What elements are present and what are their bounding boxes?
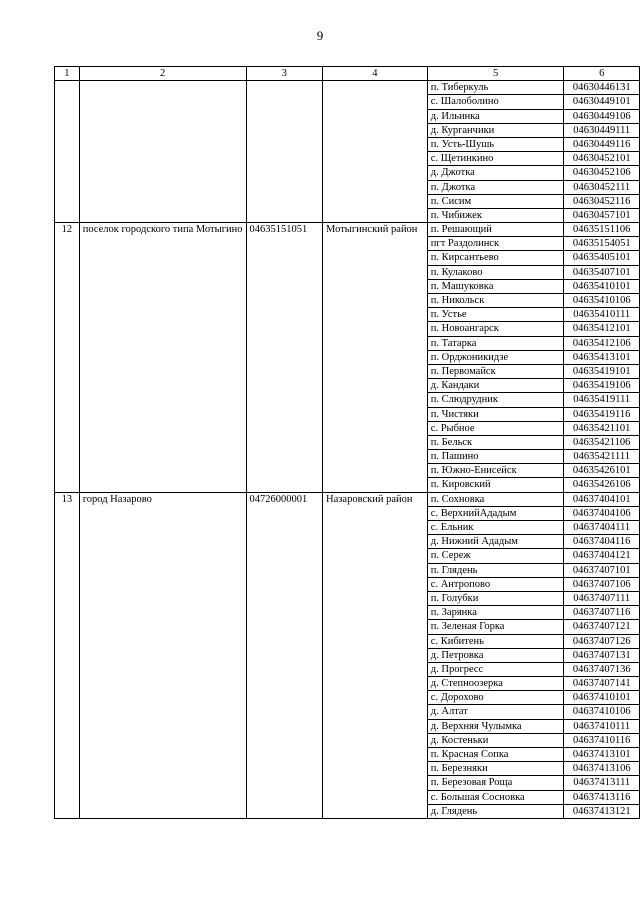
settlement-name: п. Сохновка [427,492,564,506]
table-row [55,492,640,506]
settlement-name: д. Глядень [427,804,564,818]
settlement-name: п. Кулаково [427,265,564,279]
settlement-code: 04637410111 [564,719,640,733]
settlement-code: 04630452101 [564,152,640,166]
settlement-name: с. Антропово [427,577,564,591]
settlement-code: 04637407136 [564,662,640,676]
settlement-name: с. Шалоболино [427,95,564,109]
settlement-name: пгт Раздолинск [427,237,564,251]
settlement-name: п. Бельск [427,435,564,449]
settlement-code: 04637410116 [564,733,640,747]
settlement-name: д. Кандаки [427,379,564,393]
municipality-code [246,81,323,223]
settlement-name: д. Курганчики [427,123,564,137]
group-number: 13 [55,492,80,818]
column-header-3: 3 [246,67,323,81]
column-header-2: 2 [79,67,246,81]
settlement-code: 04635412106 [564,336,640,350]
settlement-code: 04635154051 [564,237,640,251]
settlement-code: 04635419106 [564,379,640,393]
settlement-code: 04630457101 [564,208,640,222]
settlement-code: 04637404111 [564,521,640,535]
settlement-code: 04630452111 [564,180,640,194]
settlement-code: 04630446131 [564,81,640,95]
settlement-code: 04637404101 [564,492,640,506]
settlement-code: 04635421111 [564,450,640,464]
settlement-name: п. Голубки [427,591,564,605]
column-header-4: 4 [323,67,428,81]
settlement-name: п. Сереж [427,549,564,563]
page-number: 9 [316,28,324,43]
column-header-1: 1 [55,67,80,81]
settlement-code: 04637407141 [564,677,640,691]
settlement-code: 04635421101 [564,421,640,435]
settlement-name: д. Джотка [427,166,564,180]
settlement-name: д. Алтат [427,705,564,719]
table-row [55,223,640,237]
municipality-code: 04726000001 [246,492,323,818]
settlement-code: 04637407106 [564,577,640,591]
settlement-name: п. Джотка [427,180,564,194]
settlement-code: 04635410101 [564,279,640,293]
settlement-code: 04630449101 [564,95,640,109]
settlement-name: п. Красная Сопка [427,748,564,762]
settlement-name: п. Татарка [427,336,564,350]
settlement-code: 04637413111 [564,776,640,790]
settlement-code: 04635407101 [564,265,640,279]
municipality-code: 04635151051 [246,223,323,493]
settlement-name: п. Чистяки [427,407,564,421]
municipality-name [79,81,246,223]
settlement-name: п. Решающий [427,223,564,237]
settlement-code: 04635419116 [564,407,640,421]
district-name [323,81,428,223]
settlement-code: 04635151106 [564,223,640,237]
settlement-name: с. Большая Сосновка [427,790,564,804]
settlement-code: 04637413121 [564,804,640,818]
settlement-code: 04637413101 [564,748,640,762]
settlement-code: 04635419101 [564,364,640,378]
settlement-name: д. Костеньки [427,733,564,747]
settlement-name: п. Глядень [427,563,564,577]
settlement-name: п. Зеленая Горка [427,620,564,634]
settlement-code: 04637404116 [564,535,640,549]
settlement-code: 04635419111 [564,393,640,407]
settlement-name: с. Щетинкино [427,152,564,166]
settlement-name: п. Березовая Роща [427,776,564,790]
settlement-name: с. ВерхнийАдадым [427,506,564,520]
settlement-name: с. Дорохово [427,691,564,705]
settlement-code: 04635410111 [564,308,640,322]
settlements-table [54,66,640,819]
column-header-6: 6 [564,67,640,81]
settlement-name: д. Степноозерка [427,677,564,691]
settlement-code: 04630449116 [564,137,640,151]
settlement-name: п. Слюдрудник [427,393,564,407]
settlement-name: п. Усть-Шушь [427,137,564,151]
settlement-code: 04635413101 [564,350,640,364]
settlement-code: 04630452106 [564,166,640,180]
settlement-name: п. Новоангарск [427,322,564,336]
settlement-code: 04630449111 [564,123,640,137]
settlement-name: п. Сисим [427,194,564,208]
settlement-code: 04637407126 [564,634,640,648]
district-name: Мотыгинский район [323,223,428,493]
settlement-name: п. Пашино [427,450,564,464]
table-row [55,81,640,95]
settlement-code: 04637407101 [564,563,640,577]
settlement-name: п. Первомайск [427,364,564,378]
settlement-code: 04637407121 [564,620,640,634]
header-row [55,67,640,81]
settlement-code: 04637410106 [564,705,640,719]
settlement-name: п. Устье [427,308,564,322]
settlement-name: п. Никольск [427,294,564,308]
settlement-code: 04635412101 [564,322,640,336]
settlement-name: п. Березняки [427,762,564,776]
settlement-code: 04630449106 [564,109,640,123]
settlement-name: п. Тиберкуль [427,81,564,95]
settlement-name: д. Верхняя Чулымка [427,719,564,733]
settlement-name: с. Рыбное [427,421,564,435]
settlement-code: 04637407111 [564,591,640,605]
district-name: Назаровский район [323,492,428,818]
municipality-name: поселок городского типа Мотыгино [79,223,246,493]
settlement-name: д. Петровка [427,648,564,662]
settlement-code: 04635421106 [564,435,640,449]
settlement-name: с. Кибитень [427,634,564,648]
settlement-code: 04637407131 [564,648,640,662]
settlement-code: 04635405101 [564,251,640,265]
settlement-code: 04630452116 [564,194,640,208]
settlement-name: п. Кирсантьево [427,251,564,265]
settlement-name: д. Ильинка [427,109,564,123]
settlement-name: д. Прогресс [427,662,564,676]
municipality-name: город Назарово [79,492,246,818]
group-number [55,81,80,223]
settlement-name: п. Машуковка [427,279,564,293]
settlement-code: 04637413116 [564,790,640,804]
settlement-code: 04637404121 [564,549,640,563]
settlement-code: 04637413106 [564,762,640,776]
settlement-name: д. Нижний Ададым [427,535,564,549]
settlement-name: п. Южно-Енисейск [427,464,564,478]
settlement-code: 04637407116 [564,606,640,620]
table-body [55,81,640,819]
settlement-name: п. Зарянка [427,606,564,620]
settlement-name: с. Ельник [427,521,564,535]
settlement-code: 04635410106 [564,294,640,308]
settlement-name: п. Орджоникидзе [427,350,564,364]
group-number: 12 [55,223,80,493]
settlement-code: 04635426106 [564,478,640,492]
column-header-5: 5 [427,67,564,81]
settlement-code: 04637410101 [564,691,640,705]
settlement-name: п. Чибижек [427,208,564,222]
settlement-code: 04637404106 [564,506,640,520]
settlement-name: п. Кировский [427,478,564,492]
settlement-code: 04635426101 [564,464,640,478]
